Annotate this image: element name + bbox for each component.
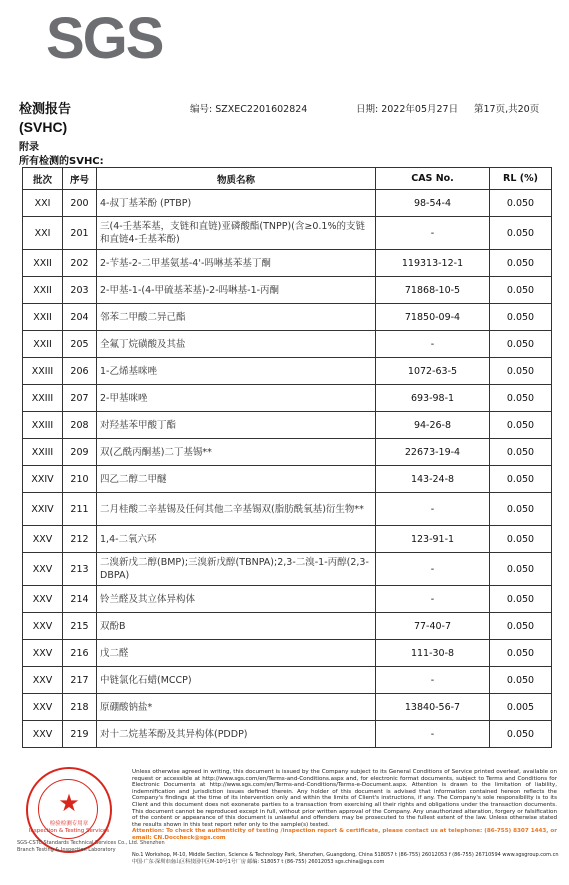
header-batch: 批次 [23, 168, 63, 190]
cell-batch: XXII [23, 277, 63, 304]
header-cas: CAS No. [376, 168, 490, 190]
table-row [23, 640, 552, 667]
cell-cas: 119313-12-1 [376, 250, 490, 277]
report-title: 检测报告 [19, 102, 72, 117]
cell-rl: 0.050 [490, 358, 552, 385]
report-date: 日期: 2022年05月27日 [356, 104, 459, 115]
cell-batch: XXV [23, 553, 63, 586]
cell-name: 二溴新戊二醇(BMP);三溴新戊醇(TBNPA);2,3-二溴-1-丙醇(2,3-DBPA) [97, 553, 376, 586]
cell-batch: XXV [23, 586, 63, 613]
cell-rl: 0.050 [490, 385, 552, 412]
cell-cas: 1072-63-5 [376, 358, 490, 385]
cell-name: 戊二醛 [97, 640, 376, 667]
table-row [23, 694, 552, 721]
attention-notice: Attention: To check the authenticity of testing /inspection report & certificate, please contact us at telephone: (86-755) 8307 1443, or email: CN.Doccheck@sgs.com [132, 828, 557, 841]
table-row [23, 667, 552, 694]
address-cn: 中国·广东·深圳市南山区科技园中区M-10号1号厂房 邮编: 518057 t (86-755) 26012053 sgs.china@sgs.com [132, 859, 385, 865]
cell-seq: 205 [63, 331, 97, 358]
cell-batch: XXII [23, 331, 63, 358]
cell-rl: 0.050 [490, 640, 552, 667]
cell-rl: 0.050 [490, 250, 552, 277]
cell-name: 二月桂酸二辛基锡及任何其他二辛基锡双(脂肪酰氧基)衍生物** [97, 493, 376, 526]
page-number: 第17页,共20页 [474, 104, 540, 115]
sgs-logo: SGS [46, 6, 163, 71]
cell-name: 1,4-二氧六环 [97, 526, 376, 553]
address-en: No.1 Workshop, M-10, Middle Section, Science & Technology Park, Shenzhen, Guangdong, China 518057 t (86-755) 26012053 f (86-755) 26710594 www.sgsgroup.com.cn [132, 852, 559, 858]
cell-seq: 204 [63, 304, 97, 331]
cell-batch: XXIII [23, 385, 63, 412]
cell-rl: 0.050 [490, 721, 552, 748]
cell-cas: - [376, 721, 490, 748]
table-row [23, 250, 552, 277]
cell-name: 全氟丁烷磺酸及其盐 [97, 331, 376, 358]
cell-seq: 219 [63, 721, 97, 748]
table-row [23, 217, 552, 250]
cell-cas: 143-24-8 [376, 466, 490, 493]
cell-seq: 207 [63, 385, 97, 412]
table-row [23, 385, 552, 412]
cell-rl: 0.050 [490, 190, 552, 217]
cell-batch: XXIII [23, 439, 63, 466]
cell-cas: 77-40-7 [376, 613, 490, 640]
cell-cas: 98-54-4 [376, 190, 490, 217]
cell-rl: 0.050 [490, 331, 552, 358]
table-row [23, 277, 552, 304]
cell-name: 四乙二醇二甲醚 [97, 466, 376, 493]
cell-cas: - [376, 667, 490, 694]
cell-cas: - [376, 493, 490, 526]
table-header-row [23, 168, 552, 190]
cell-rl: 0.050 [490, 304, 552, 331]
header-substance-name: 物质名称 [97, 168, 376, 190]
cell-seq: 206 [63, 358, 97, 385]
cell-name: 2-甲基-1-(4-甲硫基苯基)-2-吗啉基-1-丙酮 [97, 277, 376, 304]
cell-batch: XXIV [23, 493, 63, 526]
cell-seq: 211 [63, 493, 97, 526]
table-row [23, 526, 552, 553]
cell-seq: 215 [63, 613, 97, 640]
table-row [23, 304, 552, 331]
appendix-label: 附录 [19, 142, 39, 153]
cell-batch: XXV [23, 694, 63, 721]
cell-rl: 0.050 [490, 613, 552, 640]
cell-seq: 218 [63, 694, 97, 721]
cell-cas: 111-30-8 [376, 640, 490, 667]
table-row [23, 412, 552, 439]
cell-name: 中链氯化石蜡(MCCP) [97, 667, 376, 694]
stamp-sublabel: Inspection & Testing Services [28, 828, 110, 834]
report-subtitle: (SVHC) [19, 119, 68, 135]
table-row [23, 439, 552, 466]
table-row [23, 331, 552, 358]
cell-batch: XXI [23, 190, 63, 217]
cell-batch: XXV [23, 721, 63, 748]
table-row [23, 190, 552, 217]
cell-name: 铃兰醛及其立体异构体 [97, 586, 376, 613]
cell-seq: 210 [63, 466, 97, 493]
cell-seq: 201 [63, 217, 97, 250]
cell-name: 对羟基苯甲酸丁酯 [97, 412, 376, 439]
cell-cas: - [376, 331, 490, 358]
cell-batch: XXI [23, 217, 63, 250]
cell-name: 1-乙烯基咪唑 [97, 358, 376, 385]
cell-name: 2-甲基咪唑 [97, 385, 376, 412]
report-number: 编号: SZXEC2201602824 [190, 104, 308, 115]
cell-rl: 0.050 [490, 277, 552, 304]
cell-seq: 214 [63, 586, 97, 613]
stamp-text [28, 821, 110, 835]
cell-rl: 0.050 [490, 493, 552, 526]
cell-rl: 0.050 [490, 466, 552, 493]
cell-name: 双(乙酰丙酮基)二丁基锡** [97, 439, 376, 466]
cell-name: 邻苯二甲酸二异己酯 [97, 304, 376, 331]
cell-rl: 0.050 [490, 439, 552, 466]
cell-batch: XXV [23, 526, 63, 553]
cell-cas: 123-91-1 [376, 526, 490, 553]
cell-rl: 0.050 [490, 526, 552, 553]
cell-rl: 0.005 [490, 694, 552, 721]
cell-batch: XXV [23, 613, 63, 640]
cell-seq: 216 [63, 640, 97, 667]
cell-cas: 94-26-8 [376, 412, 490, 439]
table-row [23, 721, 552, 748]
cell-cas: 22673-19-4 [376, 439, 490, 466]
cell-batch: XXV [23, 640, 63, 667]
cell-seq: 209 [63, 439, 97, 466]
svhc-list-title: 所有检测的SVHC: [19, 156, 104, 167]
cell-cas: 71850-09-4 [376, 304, 490, 331]
header-seq: 序号 [63, 168, 97, 190]
cell-seq: 203 [63, 277, 97, 304]
cell-batch: XXII [23, 304, 63, 331]
cell-cas: 693-98-1 [376, 385, 490, 412]
cell-batch: XXII [23, 250, 63, 277]
cell-batch: XXIII [23, 358, 63, 385]
cell-rl: 0.050 [490, 667, 552, 694]
cell-seq: 217 [63, 667, 97, 694]
stamp-label: 检验检测专用章 [49, 821, 89, 827]
cell-seq: 212 [63, 526, 97, 553]
cell-name: 4-叔丁基苯酚 (PTBP) [97, 190, 376, 217]
cell-name: 对十二烷基苯酚及其异构体(PDDP) [97, 721, 376, 748]
cell-rl: 0.050 [490, 553, 552, 586]
table-row [23, 493, 552, 526]
table-row [23, 358, 552, 385]
cell-cas: 71868-10-5 [376, 277, 490, 304]
cell-cas: - [376, 217, 490, 250]
address [132, 852, 562, 866]
cell-cas: - [376, 586, 490, 613]
table-row [23, 466, 552, 493]
cell-cas: 13840-56-7 [376, 694, 490, 721]
cell-rl: 0.050 [490, 586, 552, 613]
cell-name: 原硼酸钠盐* [97, 694, 376, 721]
stamp-star-icon: ★ [58, 789, 80, 817]
cell-rl: 0.050 [490, 217, 552, 250]
lab-name: SGS-CSTC Standards Technical Services Co., Ltd. Shenzhen Branch Testing & Inspection Laboratory [17, 840, 165, 853]
cell-batch: XXV [23, 667, 63, 694]
cell-name: 三(4-壬基苯基，支链和直链)亚磷酸酯(TNPP)(含≥0.1%的支链和直链4-壬基苯酚) [97, 217, 376, 250]
cell-batch: XXIV [23, 466, 63, 493]
cell-batch: XXIII [23, 412, 63, 439]
disclaimer [132, 769, 557, 842]
table-row [23, 613, 552, 640]
disclaimer-text: Unless otherwise agreed in writing, this document is issued by the Company subject to its General Conditions of Service printed overleaf, available on request or accessible at http://www.sgs.com/en/Terms-and-Conditions.aspx and, for electronic format documents, subject to Terms and Conditions for Electronic Documents at http://www.sgs.com/en/Terms-and-Conditions/Terms-e-Document.aspx. Attention is drawn to the limitation of liability, indemnification and jurisdiction issues defined therein. Any holder of this document is advised that information contained hereon reflects the Company's findings at the time of its intervention only and within the limits of Client's instructions, if any. The Company's sole responsibility is to its Client and this document does not exonerate parties to a transaction from exercising all their rights and obligations under the transaction documents. This document cannot be reproduced except in full, without prior written approval of the Company. Any unauthorized alteration, forgery or falsification of the content or appearance of this document is unlawful and offenders may be prosecuted to the fullest extent of the law. Unless otherwise stated the results shown in this test report refer only to the sample(s) tested. [132, 769, 557, 828]
cell-name: 双酚B [97, 613, 376, 640]
cell-name: 2-苄基-2-二甲基氨基-4'-吗啉基苯基丁酮 [97, 250, 376, 277]
table-row [23, 553, 552, 586]
header-rl: RL (%) [490, 168, 552, 190]
cell-cas: - [376, 553, 490, 586]
cell-rl: 0.050 [490, 412, 552, 439]
cell-seq: 202 [63, 250, 97, 277]
cell-seq: 213 [63, 553, 97, 586]
cell-seq: 208 [63, 412, 97, 439]
table-row [23, 586, 552, 613]
svhc-table [22, 167, 552, 748]
cell-seq: 200 [63, 190, 97, 217]
